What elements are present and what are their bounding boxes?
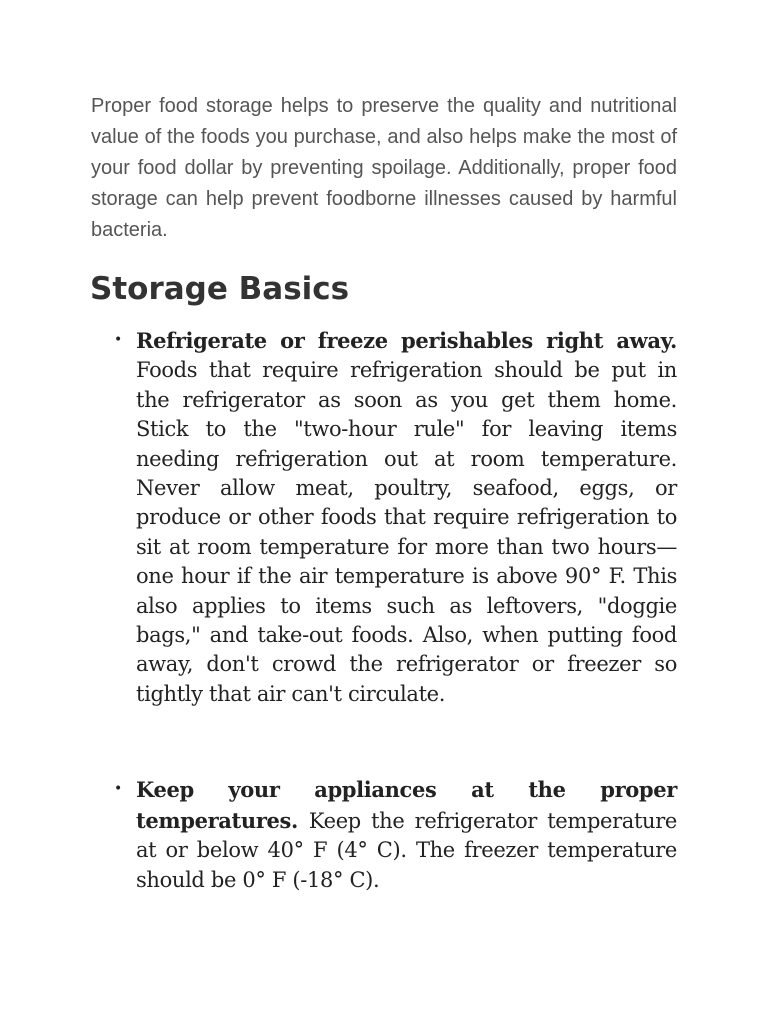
intro-paragraph: Proper food storage helps to preserve the quality and nutritional value of the foods you purchase, and also helps make the most of your food dollar by preventing spoilage. Additionally, proper food storage can help prevent foodborne illnesses caused by harmful bacteria. <box>91 95 677 241</box>
bullet-icon: • <box>114 781 122 798</box>
section-heading: Storage Basics <box>90 271 350 307</box>
bullet-lead: Refrigerate or freeze perishables right away. <box>136 328 677 353</box>
list-item-appliances <box>114 775 678 895</box>
bullet-body: Foods that require refrigeration should be put in the refrigerator as soon as you get them home. Stick to the "two-hour rule" for leaving items needing refrigeration out at room temperature. Never allow meat, poultry, seafood, eggs, or produce or other foods that require refrigeration to sit at room temperature for more than two hours—one hour if the air temperature is above 90° F. This also applies to items such as leftovers, "doggie bags," and take-out foods. Also, when putting food away, don't crowd the refrigerator or freezer so tightly that air can't circulate. <box>136 358 677 706</box>
bullet-icon: • <box>114 332 122 348</box>
storage-tips-list <box>114 326 678 895</box>
bullet-body: Keep the refrigerator temperature at or below 40° F (4° C). The freezer temperature should be 0° F (-18° C). <box>136 808 678 892</box>
bullet-lead: Keep your appliances at the proper temperatures. <box>136 777 677 833</box>
list-item-refrigerate <box>114 326 677 709</box>
